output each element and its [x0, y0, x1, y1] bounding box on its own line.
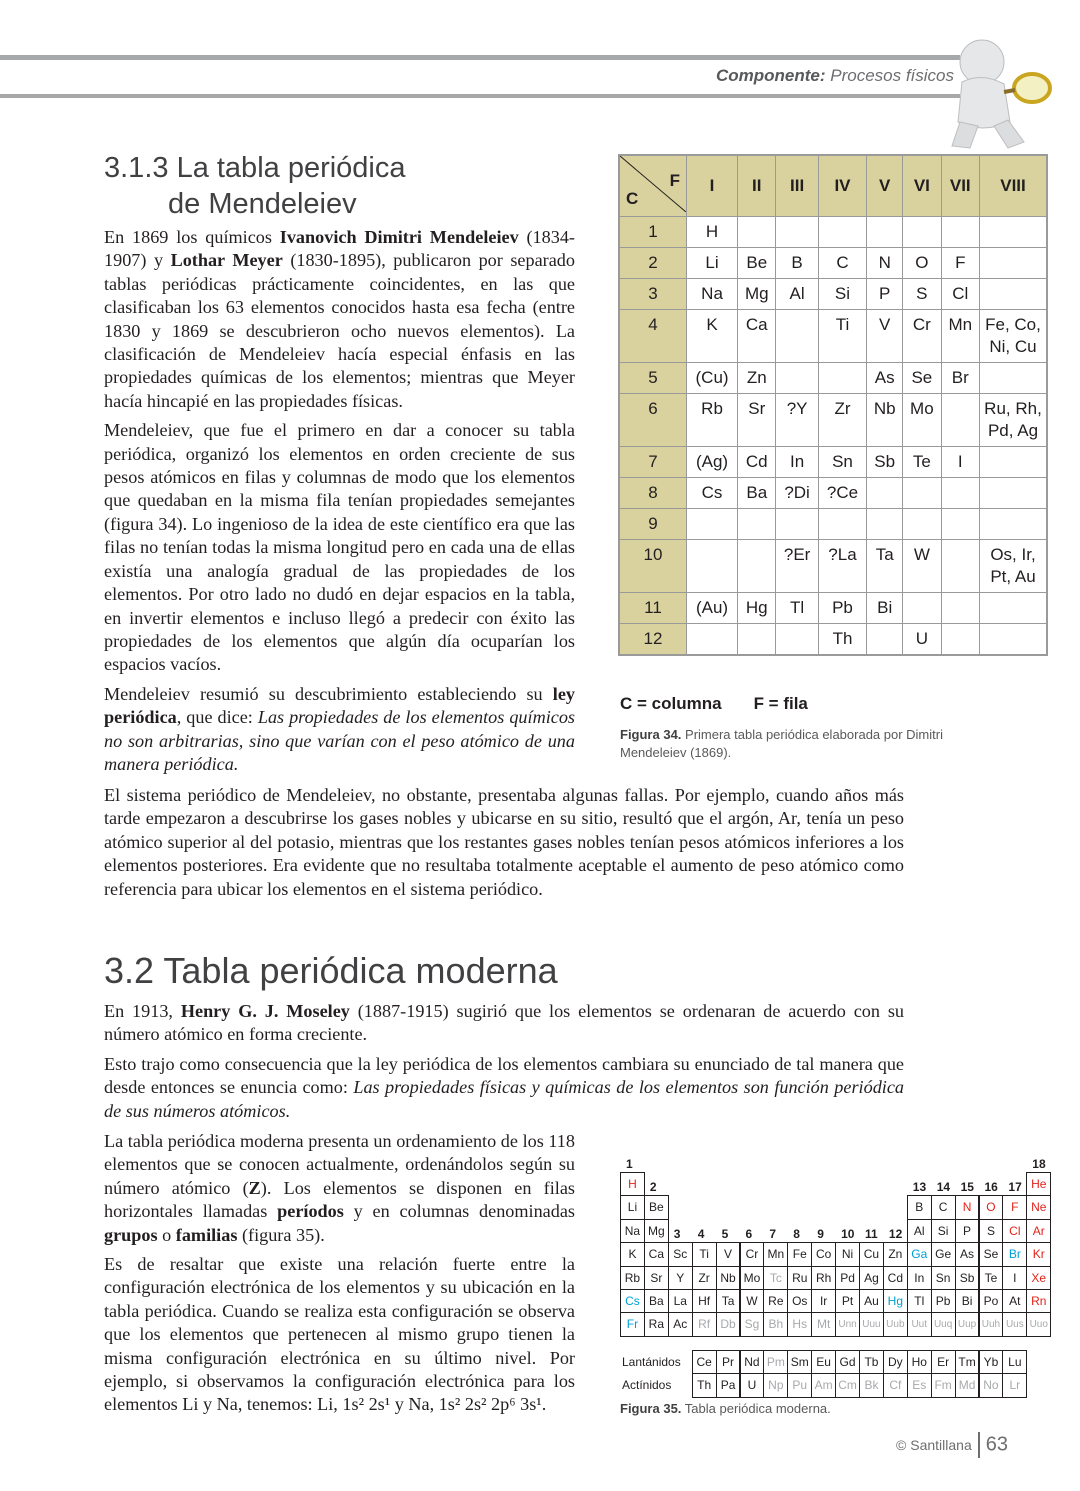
table-cell: H [687, 217, 738, 248]
row-number: 1 [619, 217, 687, 248]
group-number: 1 [626, 1156, 633, 1171]
element-cell: S [979, 1219, 1004, 1243]
group-number: 3 [673, 1226, 681, 1241]
element-cell: Co [811, 1242, 836, 1266]
element-cell: Uub [883, 1312, 908, 1336]
element-cell: Fe [787, 1242, 812, 1266]
element-cell: Bk [859, 1373, 884, 1397]
table-cell: Hg [738, 593, 776, 624]
component-label: Componente: Procesos físicos [715, 66, 954, 85]
element-cell: Ca [644, 1242, 669, 1266]
table-cell: P [867, 279, 903, 310]
element-cell: O [979, 1195, 1004, 1219]
series-label: Lantánidos [622, 1354, 681, 1369]
mendeleiev-table [618, 154, 1048, 656]
section2-text-column [104, 1130, 575, 1423]
section-title-mendeleiev: 3.1.3 La tabla periódica de Mendeleiev [104, 152, 406, 220]
table-row [619, 593, 1047, 624]
element-cell: Cu [859, 1242, 884, 1266]
table-cell: ?Er [776, 540, 818, 593]
table-cell: Bi [867, 593, 903, 624]
element-cell: Kr [1026, 1242, 1051, 1266]
element-cell: Ge [931, 1242, 956, 1266]
table-cell: Cl [941, 279, 979, 310]
table-cell: I [941, 447, 979, 478]
element-cell: B [907, 1195, 932, 1219]
table-cell [776, 363, 818, 394]
table-cell: C [818, 248, 867, 279]
element-cell: Sr [644, 1266, 669, 1290]
element-cell: Cd [883, 1266, 908, 1290]
table-cell [980, 248, 1048, 279]
element-cell: Re [763, 1289, 788, 1313]
table-cell: Ta [867, 540, 903, 593]
element-cell: Sn [931, 1266, 956, 1290]
section2-intro [104, 1000, 904, 1129]
element-cell: Fr [620, 1312, 645, 1336]
table-row [619, 279, 1047, 310]
table-cell [818, 363, 867, 394]
row-number: 9 [619, 509, 687, 540]
mascot-magnifier-icon [912, 22, 1062, 152]
table-cell: Zr [818, 394, 867, 447]
table-cell [980, 593, 1048, 624]
table-cell: U [903, 624, 941, 656]
element-cell: Tc [763, 1266, 788, 1290]
element-cell: Bh [763, 1312, 788, 1336]
table-cell: O [903, 248, 941, 279]
table-cell [980, 217, 1048, 248]
modern-periodic-table [620, 1150, 1050, 1393]
element-cell: Al [907, 1219, 932, 1243]
element-cell: I [1002, 1266, 1027, 1290]
table-cell: V [867, 310, 903, 363]
page-number: 63 [985, 1433, 1008, 1456]
table-cell: Ti [818, 310, 867, 363]
table-row [619, 478, 1047, 509]
column-header: VIII [980, 155, 1048, 217]
element-cell: Cs [620, 1289, 645, 1313]
element-cell: V [716, 1242, 741, 1266]
element-cell: Pd [835, 1266, 860, 1290]
element-cell: No [979, 1373, 1004, 1397]
element-cell: Ti [692, 1242, 717, 1266]
element-cell: Mo [740, 1266, 765, 1290]
paragraph-4 [104, 784, 904, 901]
element-cell: In [907, 1266, 932, 1290]
group-number: 4 [697, 1226, 705, 1241]
row-number: 4 [619, 310, 687, 363]
table-cell [776, 310, 818, 363]
table-cell: Al [776, 279, 818, 310]
row-number: 11 [619, 593, 687, 624]
element-cell: Uuu [859, 1312, 884, 1336]
table-cell [687, 540, 738, 593]
table-cell [867, 478, 903, 509]
paragraph-2: Mendeleiev, que fue el primero en dar a conocer su tabla periódica, organizó los elementos en orden creciente de sus pesos atómicos en filas y columnas de modo que los elementos que quedaban en la misma fila tenían propiedades semejantes (figura 34). Lo ingenioso de la idea de este científico era que las filas no tenían todas la misma longitud pero en cada una de ellas existía una analogía gradual de las propiedades de los elementos. Por otro lado no dudó en dejar espacios en la tabla, en invertir elementos e incluso llegó a predecir con éxito las propiedades de los elementos que algún día ocuparían los espacios vacíos. [104, 420, 575, 675]
table-cell: Mg [738, 279, 776, 310]
table-cell [738, 509, 776, 540]
element-cell: Zn [883, 1242, 908, 1266]
element-cell: Uuq [931, 1312, 956, 1336]
table-cell [738, 624, 776, 656]
element-cell: Sm [787, 1350, 812, 1374]
table-cell: Zn [738, 363, 776, 394]
table-cell: ?Y [776, 394, 818, 447]
group-number: 2 [649, 1180, 657, 1194]
table-cell: ?La [818, 540, 867, 593]
element-cell: Tb [859, 1350, 884, 1374]
table-cell: Pb [818, 593, 867, 624]
table-cell [776, 217, 818, 248]
element-cell: Zr [692, 1266, 717, 1290]
table-cell [941, 509, 979, 540]
element-cell: Ir [811, 1289, 836, 1313]
element-cell: Ba [644, 1289, 669, 1313]
table-cell [980, 509, 1048, 540]
row-number: 3 [619, 279, 687, 310]
table-row [619, 248, 1047, 279]
element-cell: Rn [1026, 1289, 1051, 1313]
element-cell: Ar [1026, 1219, 1051, 1243]
element-cell: Pa [716, 1373, 741, 1397]
element-cell: Tm [955, 1350, 980, 1374]
row-number: 12 [619, 624, 687, 656]
column-header: VI [903, 155, 941, 217]
table-row [619, 363, 1047, 394]
element-cell: Fm [931, 1373, 956, 1397]
header-bar-top [0, 55, 960, 60]
table-cell: (Ag) [687, 447, 738, 478]
group-number: 14 [936, 1180, 951, 1194]
element-cell: Se [979, 1242, 1004, 1266]
table-cell: Si [818, 279, 867, 310]
element-cell: Pm [763, 1350, 788, 1374]
paragraph-4-text: El sistema periódico de Mendeleiev, no obstante, presentaba algunas fallas. Por ejemplo, cuando años más tarde empezaron a descubrirse los gases nobles y ubicarse en su sitio, resultó que el argón, Ar, tenía un peso atómico superior al del potasio, mientras que los restantes gases nobles tenían pesos atómicos inferiores a los elementos posteriores. Era evidente que no resultaba totalmente aceptable el aumento de peso atómico como referencia para ubicar los elementos en el sistema periódico. [104, 785, 904, 899]
element-cell: C [931, 1195, 956, 1219]
element-cell: Uut [907, 1312, 932, 1336]
table-cell [941, 478, 979, 509]
element-cell: Mn [763, 1242, 788, 1266]
element-cell: Sg [740, 1312, 765, 1336]
group-number: 15 [960, 1180, 974, 1194]
table-row [619, 509, 1047, 540]
table-row [619, 624, 1047, 656]
table-cell: (Cu) [687, 363, 738, 394]
element-cell: P [955, 1219, 980, 1243]
column-header: V [867, 155, 903, 217]
element-cell: Lu [1002, 1350, 1027, 1374]
section-title-modern: 3.2 Tabla periódica moderna [104, 950, 558, 991]
element-cell: Er [931, 1350, 956, 1374]
table-cell: Mo [903, 394, 941, 447]
element-cell: Y [668, 1266, 693, 1290]
table-cell: Na [687, 279, 738, 310]
group-number: 10 [841, 1226, 855, 1241]
element-cell: Ni [835, 1242, 860, 1266]
element-cell: Cl [1002, 1219, 1027, 1243]
element-cell: Rf [692, 1312, 717, 1336]
group-number: 6 [745, 1226, 753, 1241]
element-cell: Uuo [1026, 1312, 1051, 1336]
table-cell [903, 217, 941, 248]
paragraph-modern-table: La tabla periódica moderna presenta un ordenamiento de los 118 elementos que se conocen actualmente, ordenándolos según su número atómico (Z). Los elementos se disponen en filas horizontales llamadas períodos y en columnas denominadas grupos o familias (figura 35). [104, 1131, 575, 1245]
table-cell: Li [687, 248, 738, 279]
element-cell: Ne [1026, 1195, 1051, 1219]
table-cell: Ru, Rh, Pd, Ag [980, 394, 1048, 447]
element-cell: He [1026, 1172, 1051, 1196]
element-cell: Nd [740, 1350, 765, 1374]
table-corner: F C [619, 155, 687, 217]
table-cell: Sb [867, 447, 903, 478]
table-cell [818, 509, 867, 540]
table-cell: As [867, 363, 903, 394]
paragraph-1: En 1869 los químicos Ivanovich Dimitri Mendeleiev (1834-1907) y Lothar Meyer (1830-1895), publicaron por separado tablas periódicas prácticamente coincidentes, en las que clasificaban los 63 elementos conocidos hasta esa fecha (entre 1830 y 1869 se descubrieron ocho nuevos elementos). La clasificación de Mendeleiev hacía especial énfasis en las propiedades químicas de los elementos; mientras que Meyer hacía hincapié en las propiedades físicas. [104, 227, 575, 411]
element-cell: Na [620, 1219, 645, 1243]
table-cell [903, 478, 941, 509]
table-row [619, 540, 1047, 593]
element-cell: Rh [811, 1266, 836, 1290]
element-cell: Hg [883, 1289, 908, 1313]
table-cell: Cd [738, 447, 776, 478]
column-header: I [687, 155, 738, 217]
table-cell: Te [903, 447, 941, 478]
element-cell: Es [907, 1373, 932, 1397]
table-cell [903, 509, 941, 540]
element-cell: N [955, 1195, 980, 1219]
element-cell: Ac [668, 1312, 693, 1336]
element-cell: Rb [620, 1266, 645, 1290]
group-number: 18 [1032, 1156, 1046, 1171]
row-number: 5 [619, 363, 687, 394]
element-cell: Ag [859, 1266, 884, 1290]
row-number: 2 [619, 248, 687, 279]
table-cell: B [776, 248, 818, 279]
element-cell: Ta [716, 1289, 741, 1313]
table-cell [687, 624, 738, 656]
column-header: III [776, 155, 818, 217]
element-cell: Gd [835, 1350, 860, 1374]
element-cell: Ru [787, 1266, 812, 1290]
element-cell: Si [931, 1219, 956, 1243]
element-cell: As [955, 1242, 980, 1266]
table-cell [818, 217, 867, 248]
group-number: 5 [721, 1226, 729, 1241]
group-number: 16 [984, 1180, 998, 1194]
element-cell: Db [716, 1312, 741, 1336]
table-cell [867, 624, 903, 656]
group-number: 8 [793, 1226, 800, 1241]
element-cell: Pr [716, 1350, 741, 1374]
element-cell: Ce [692, 1350, 717, 1374]
table-cell [941, 540, 979, 593]
group-number: 9 [817, 1226, 824, 1241]
element-cell: At [1002, 1289, 1027, 1313]
header-bar-bottom [0, 94, 960, 98]
element-cell: Cr [740, 1242, 765, 1266]
element-cell: Sb [955, 1266, 980, 1290]
column-header: II [738, 155, 776, 217]
group-number: 12 [888, 1226, 903, 1241]
element-cell: Be [644, 1195, 669, 1219]
table-cell [980, 363, 1048, 394]
row-number: 10 [619, 540, 687, 593]
element-cell: Mg [644, 1219, 669, 1243]
table-cell [941, 217, 979, 248]
row-number: 6 [619, 394, 687, 447]
table-legend: C = columna F = fila [620, 694, 808, 713]
element-cell: Ga [907, 1242, 932, 1266]
table-cell [941, 394, 979, 447]
element-cell: Pb [931, 1289, 956, 1313]
table-cell: Sr [738, 394, 776, 447]
table-cell: Ba [738, 478, 776, 509]
element-cell: Pt [835, 1289, 860, 1313]
table-cell [687, 509, 738, 540]
table-cell [980, 624, 1048, 656]
table-cell [738, 217, 776, 248]
table-cell: Cr [903, 310, 941, 363]
element-cell: Yb [979, 1350, 1004, 1374]
table-row [619, 394, 1047, 447]
element-cell: Te [979, 1266, 1004, 1290]
table-row [619, 447, 1047, 478]
element-cell: Am [811, 1373, 836, 1397]
table-cell: Se [903, 363, 941, 394]
table-cell: Be [738, 248, 776, 279]
table-cell: Tl [776, 593, 818, 624]
section1-text-column [104, 226, 575, 782]
row-number: 8 [619, 478, 687, 509]
footer-divider [978, 1432, 980, 1458]
element-cell: Pu [787, 1373, 812, 1397]
table-cell [867, 509, 903, 540]
footer [896, 1432, 1008, 1458]
row-number: 7 [619, 447, 687, 478]
element-cell: Uus [1002, 1312, 1027, 1336]
element-cell: H [620, 1172, 645, 1196]
table-cell: In [776, 447, 818, 478]
element-cell: Dy [883, 1350, 908, 1374]
table-cell: (Au) [687, 593, 738, 624]
element-cell: Nb [716, 1266, 741, 1290]
table-cell: Ca [738, 310, 776, 363]
group-number: 13 [912, 1180, 927, 1194]
element-cell: Np [763, 1373, 788, 1397]
table-row [619, 217, 1047, 248]
table-cell: Fe, Co, Ni, Cu [980, 310, 1048, 363]
table-cell [941, 624, 979, 656]
column-header: IV [818, 155, 867, 217]
table-cell: Cs [687, 478, 738, 509]
figure34-caption: Figura 34. Primera tabla periódica elaborada por Dimitri Mendeleiev (1869). [620, 727, 943, 760]
table-row [619, 310, 1047, 363]
element-cell: Sc [668, 1242, 693, 1266]
table-cell: W [903, 540, 941, 593]
element-cell: Bi [955, 1289, 980, 1313]
table-cell [980, 279, 1048, 310]
copyright: © Santillana [896, 1437, 972, 1453]
paragraph-law: Esto trajo como consecuencia que la ley periódica de los elementos cambiara su enunciado de tal manera que desde entonces se enuncia como: Las propiedades físicas y químicas de los elementos son función periódica de sus números atómicos. [104, 1053, 905, 1121]
column-header: VII [941, 155, 979, 217]
element-cell: Th [692, 1373, 717, 1397]
table-cell: Th [818, 624, 867, 656]
table-cell [776, 624, 818, 656]
element-cell: Eu [811, 1350, 836, 1374]
table-cell: Br [941, 363, 979, 394]
element-cell: Uuh [979, 1312, 1004, 1336]
table-cell: Rb [687, 394, 738, 447]
element-cell: Mt [811, 1312, 836, 1336]
element-cell: W [740, 1289, 765, 1313]
table-cell: N [867, 248, 903, 279]
element-cell: Hf [692, 1289, 717, 1313]
element-cell: Hs [787, 1312, 812, 1336]
paragraph-3: Mendeleiev resumió su descubrimiento estableciendo su ley periódica, que dice: Las propiedades de los elementos químicos no son arbitrarias, sino que varían con el peso atómico de una manera periódica. [104, 683, 575, 774]
table-cell: Os, Ir, Pt, Au [980, 540, 1048, 593]
table-cell [980, 478, 1048, 509]
element-cell: Br [1002, 1242, 1027, 1266]
table-cell: Mn [941, 310, 979, 363]
element-cell: Os [787, 1289, 812, 1313]
group-number: 11 [865, 1226, 878, 1241]
table-cell: ?Di [776, 478, 818, 509]
table-cell: F [941, 248, 979, 279]
paragraph-configuration: Es de resaltar que existe una relación fuerte entre la configuración electrónica de los elementos y su ubicación en la tabla periódica. Cuando se realiza esta configuración se observa que los elementos que pertenecen al mismo grupo tienen la misma configuración electrónica en su último nivel. Por ejemplo, si observamos la configuración electrónica para los elementos Li y Na, tenemos: Li, 1s² 2s¹ y Na, 1s² 2s² 2p⁶ 3s¹. [104, 1254, 575, 1415]
table-cell [776, 509, 818, 540]
element-cell: K [620, 1242, 645, 1266]
element-cell: Au [859, 1289, 884, 1313]
element-cell: Ho [907, 1350, 932, 1374]
element-cell: Tl [907, 1289, 932, 1313]
element-cell: U [740, 1373, 765, 1397]
group-number: 7 [769, 1226, 777, 1241]
element-cell: Lr [1002, 1373, 1027, 1397]
table-cell [903, 593, 941, 624]
element-cell: Li [620, 1195, 645, 1219]
element-cell: Md [955, 1373, 980, 1397]
element-cell: Unn [835, 1312, 860, 1336]
group-number: 17 [1008, 1180, 1022, 1194]
element-cell: Po [979, 1289, 1004, 1313]
element-cell: F [1002, 1195, 1027, 1219]
table-cell: K [687, 310, 738, 363]
paragraph-moseley: En 1913, Henry G. J. Moseley (1887-1915) sugirió que los elementos se ordenaran de acuerdo con su número atómico en forma creciente. [104, 1001, 904, 1045]
table-cell: ?Ce [818, 478, 867, 509]
table-cell: Sn [818, 447, 867, 478]
element-cell: Xe [1026, 1266, 1051, 1290]
element-cell: Cf [883, 1373, 908, 1397]
series-label: Actínidos [622, 1378, 672, 1393]
table-cell [941, 593, 979, 624]
element-cell: Cm [835, 1373, 860, 1397]
table-cell: S [903, 279, 941, 310]
element-cell: La [668, 1289, 693, 1313]
figure35-caption: Figura 35. Tabla periódica moderna. [620, 1401, 831, 1416]
table-cell [867, 217, 903, 248]
element-cell: Ra [644, 1312, 669, 1336]
table-cell: Nb [867, 394, 903, 447]
element-cell: Uup [955, 1312, 980, 1336]
table-cell [738, 540, 776, 593]
table-cell [980, 447, 1048, 478]
